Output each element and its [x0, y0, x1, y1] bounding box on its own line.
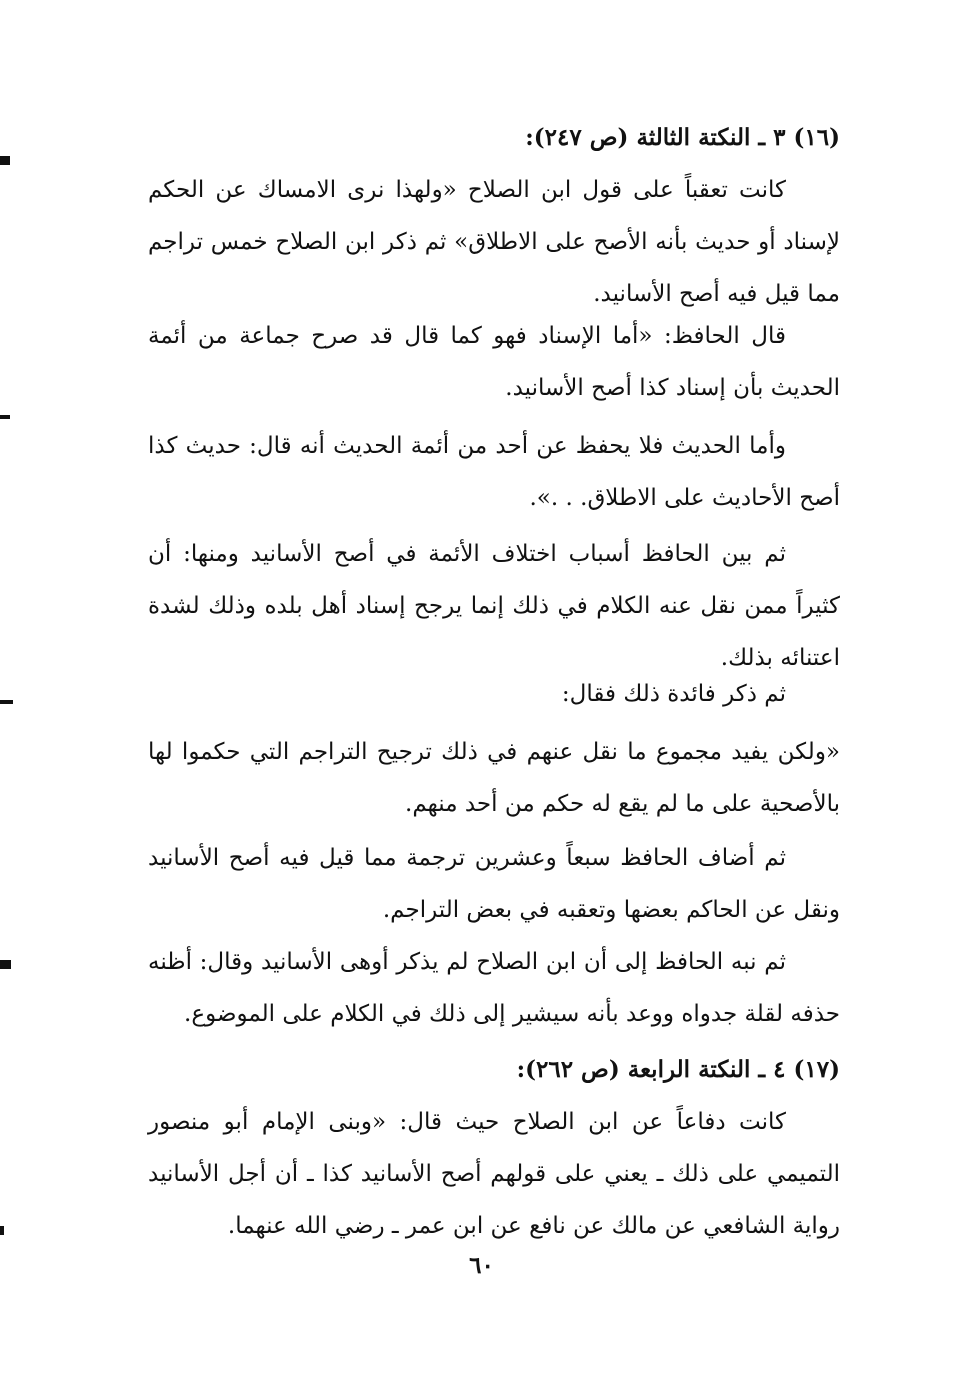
paragraph: قال الحافظ: «أما الإسناد فهو كما قال قد صرح جماعة من أئمة الحديث بأن إسناد كذا أصح الأسانيد. — [148, 323, 840, 401]
paragraph-block — [148, 832, 840, 936]
paragraph-block — [148, 726, 840, 830]
paragraph: ثم ذكر فائدة ذلك فقال: — [561, 681, 786, 707]
paragraph: ثم أضاف الحافظ سبعاً وعشرين ترجمة مما قيل فيه أصح الأسانيد ونقل عن الحاكم بعضها وتعقبه في بعض التراجم. — [148, 845, 840, 923]
paragraph-block — [148, 420, 840, 524]
section-16 — [148, 112, 840, 320]
section-17 — [148, 1044, 840, 1252]
paragraph: «ولكن يفيد مجموع ما نقل عنهم في ذلك ترجيح التراجم التي حكموا لها بالأصحية على ما لم يقع له حكم من أحد منهم. — [148, 739, 840, 817]
paragraph-block — [148, 668, 840, 720]
paragraph-block — [148, 310, 840, 414]
paragraph: ثم نبه الحافظ إلى أن ابن الصلاح لم يذكر أوهى الأسانيد وقال: أظنه حذفه لقلة جدواه ووعد بأنه سيشير إلى ذلك في الكلام على الموضوع. — [148, 949, 840, 1027]
scan-edge-mark — [0, 960, 11, 969]
scan-edge-mark — [0, 156, 10, 165]
paragraph: وأما الحديث فلا يحفظ عن أحد من أئمة الحديث أنه قال: حديث كذا أصح الأحاديث على الاطلاق. . .». — [148, 433, 840, 511]
paragraph: كانت تعقباً على قول ابن الصلاح «ولهذا نرى الامساك عن الحكم لإسناد أو حديث بأنه الأصح على الاطلاق» ثم ذكر ابن الصلاح خمس تراجم مما قيل فيه أصح الأسانيد. — [148, 177, 840, 307]
paragraph-block — [148, 936, 840, 1040]
section-heading: (١٧) ٤ ـ النكتة الرابعة (ص ٢٦٢): — [516, 1056, 840, 1083]
scan-edge-mark — [0, 415, 10, 419]
paragraph: كانت دفاعاً عن ابن الصلاح حيث قال: «وبنى الإمام أبو منصور التميمي على ذلك ـ يعني على قولهم أصح الأسانيد كذا ـ أن أجل الأسانيد رواية الشافعي عن مالك عن نافع عن ابن عمر ـ رضي الله عنهما. — [148, 1109, 840, 1239]
page-number: ٦٠ — [469, 1252, 494, 1279]
scan-edge-mark — [0, 700, 13, 704]
paragraph: ثم بين الحافظ أسباب اختلاف الأئمة في أصح الأسانيد ومنها: أن كثيراً ممن نقل عنه الكلام في ذلك إنما يرجح إسناد أهل بلده وذلك لشدة اعتنائه بذلك. — [148, 541, 840, 671]
paragraph-block — [148, 528, 840, 684]
scan-edge-mark — [0, 1226, 4, 1235]
section-heading: (١٦) ٣ ـ النكتة الثالثة (ص ٢٤٧): — [525, 124, 840, 151]
